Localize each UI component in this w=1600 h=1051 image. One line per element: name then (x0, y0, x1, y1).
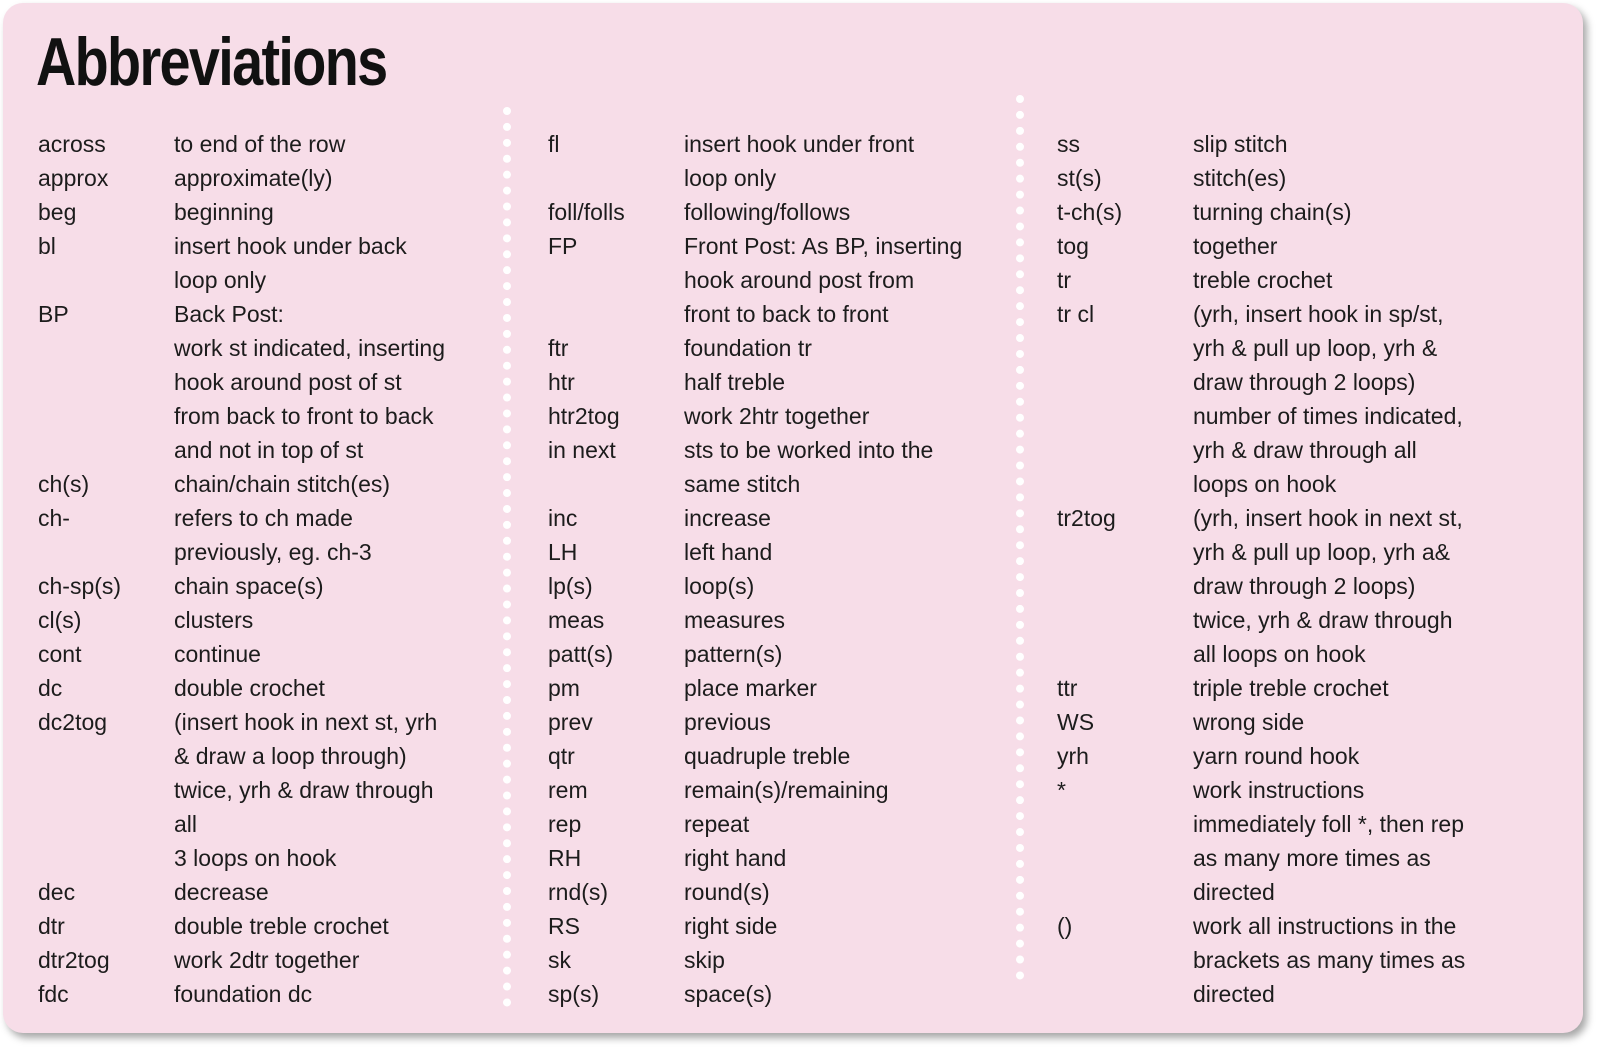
abbreviation-term: rem (548, 777, 588, 803)
abbreviation-term: WS (1057, 709, 1095, 735)
abbreviation-definition: pattern(s) (684, 641, 783, 667)
abbreviation-definition: 3 loops on hook (174, 845, 337, 871)
abbreviation-definition: clusters (174, 607, 254, 633)
abbreviation-definition: to end of the row (174, 131, 346, 157)
abbreviation-term: BP (38, 301, 69, 327)
abbreviation-definition: (yrh, insert hook in next st, (1193, 505, 1463, 531)
dotted-divider (503, 107, 511, 1007)
abbreviation-term: foll/folls (548, 199, 625, 225)
abbreviations-card (3, 3, 1583, 1033)
abbreviation-term: cont (38, 641, 82, 667)
abbreviation-term: qtr (548, 743, 575, 769)
abbreviation-definition: approximate(ly) (174, 165, 333, 191)
abbreviation-definition: previous (684, 709, 771, 735)
abbreviation-definition: space(s) (684, 981, 773, 1007)
abbreviation-term: approx (38, 165, 109, 191)
abbreviation-definition: beginning (174, 199, 274, 225)
abbreviation-term: in next (548, 437, 616, 463)
abbreviation-term: prev (548, 709, 593, 735)
abbreviation-term: beg (38, 199, 77, 225)
abbreviation-definition: & draw a loop through) (174, 743, 407, 769)
abbreviation-term: across (38, 131, 106, 157)
abbreviation-definition: hook around post from (684, 267, 915, 293)
abbreviation-definition: wrong side (1193, 709, 1305, 735)
abbreviation-definition: all (174, 811, 198, 837)
abbreviation-definition: brackets as many times as (1193, 947, 1466, 973)
abbreviation-definition: foundation tr (684, 335, 812, 361)
abbreviation-definition: all loops on hook (1193, 641, 1366, 667)
abbreviation-definition: yrh & draw through all (1193, 437, 1417, 463)
abbreviation-term: rep (548, 811, 582, 837)
abbreviation-term: cl(s) (38, 607, 82, 633)
abbreviation-term: bl (38, 233, 56, 259)
abbreviation-definition: draw through 2 loops) (1193, 369, 1416, 395)
abbreviation-term: * (1057, 777, 1066, 803)
abbreviation-term: fl (548, 131, 560, 157)
abbreviation-definition: repeat (684, 811, 750, 837)
abbreviation-term: t-ch(s) (1057, 199, 1123, 225)
abbreviation-definition: following/follows (684, 199, 851, 225)
abbreviation-term: yrh (1057, 743, 1089, 769)
abbreviation-term: dc (38, 675, 63, 701)
abbreviation-definition: (yrh, insert hook in sp/st, (1193, 301, 1444, 327)
abbreviation-term: dec (38, 879, 76, 905)
abbreviation-definition: Back Post: (174, 301, 284, 327)
abbreviation-definition: decrease (174, 879, 269, 905)
abbreviation-definition: triple treble crochet (1193, 675, 1389, 701)
abbreviation-definition: work all instructions in the (1193, 913, 1457, 939)
abbreviation-definition: insert hook under back (174, 233, 407, 259)
abbreviation-term: tr2tog (1057, 505, 1116, 531)
abbreviation-definition: chain/chain stitch(es) (174, 471, 391, 497)
abbreviation-definition: work instructions (1193, 777, 1365, 803)
abbreviation-definition: and not in top of st (174, 437, 364, 463)
abbreviation-term: rnd(s) (548, 879, 609, 905)
page-title: Abbreviations (36, 24, 387, 100)
abbreviation-term: ch(s) (38, 471, 90, 497)
abbreviation-definition: chain space(s) (174, 573, 324, 599)
abbreviation-definition: right hand (684, 845, 787, 871)
abbreviation-definition: work 2htr together (684, 403, 870, 429)
abbreviation-term: sp(s) (548, 981, 600, 1007)
abbreviation-definition: round(s) (684, 879, 770, 905)
abbreviation-definition: (insert hook in next st, yrh (174, 709, 438, 735)
abbreviation-term: tr cl (1057, 301, 1095, 327)
abbreviation-term: fdc (38, 981, 69, 1007)
abbreviation-definition: loop only (684, 165, 777, 191)
abbreviation-definition: yrh & pull up loop, yrh & (1193, 335, 1438, 361)
abbreviation-definition: twice, yrh & draw through (1193, 607, 1453, 633)
abbreviation-term: inc (548, 505, 578, 531)
abbreviation-definition: treble crochet (1193, 267, 1333, 293)
abbreviation-definition: twice, yrh & draw through (174, 777, 434, 803)
abbreviation-term: tr (1057, 267, 1072, 293)
abbreviation-definition: number of times indicated, (1193, 403, 1463, 429)
abbreviation-definition: previously, eg. ch-3 (174, 539, 372, 565)
abbreviation-term: meas (548, 607, 605, 633)
abbreviation-definition: hook around post of st (174, 369, 402, 395)
abbreviation-term: RS (548, 913, 580, 939)
abbreviation-term: lp(s) (548, 573, 593, 599)
abbreviation-definition: slip stitch (1193, 131, 1288, 157)
abbreviation-definition: work st indicated, inserting (174, 335, 446, 361)
abbreviation-definition: right side (684, 913, 778, 939)
abbreviation-definition: double treble crochet (174, 913, 389, 939)
abbreviation-definition: left hand (684, 539, 773, 565)
abbreviation-definition: insert hook under front (684, 131, 915, 157)
abbreviation-definition: half treble (684, 369, 786, 395)
abbreviation-definition: same stitch (684, 471, 801, 497)
abbreviation-definition: place marker (684, 675, 817, 701)
abbreviation-definition: loop(s) (684, 573, 755, 599)
abbreviation-definition: yarn round hook (1193, 743, 1360, 769)
abbreviation-term: pm (548, 675, 580, 701)
abbreviation-term: LH (548, 539, 578, 565)
abbreviation-definition: stitch(es) (1193, 165, 1287, 191)
abbreviation-definition: front to back to front (684, 301, 889, 327)
abbreviation-definition: together (1193, 233, 1278, 259)
abbreviation-definition: directed (1193, 981, 1275, 1007)
abbreviation-term: () (1057, 913, 1073, 939)
abbreviation-term: tog (1057, 233, 1089, 259)
abbreviation-term: ss (1057, 131, 1080, 157)
abbreviation-definition: skip (684, 947, 725, 973)
abbreviation-term: sk (548, 947, 571, 973)
abbreviation-term: ttr (1057, 675, 1078, 701)
abbreviation-term: htr2tog (548, 403, 620, 429)
abbreviation-definition: as many more times as (1193, 845, 1431, 871)
abbreviation-definition: directed (1193, 879, 1275, 905)
abbreviation-definition: work 2dtr together (174, 947, 360, 973)
abbreviation-definition: loops on hook (1193, 471, 1337, 497)
abbreviation-term: patt(s) (548, 641, 614, 667)
abbreviation-definition: increase (684, 505, 771, 531)
abbreviation-term: ch- (38, 505, 70, 531)
abbreviation-definition: from back to front to back (174, 403, 434, 429)
dotted-divider (1016, 95, 1024, 980)
abbreviation-term: ftr (548, 335, 569, 361)
abbreviation-definition: immediately foll *, then rep (1193, 811, 1465, 837)
abbreviation-term: ch-sp(s) (38, 573, 122, 599)
abbreviation-term: RH (548, 845, 582, 871)
abbreviation-definition: sts to be worked into the (684, 437, 934, 463)
abbreviation-definition: Front Post: As BP, inserting (684, 233, 963, 259)
abbreviation-definition: refers to ch made (174, 505, 353, 531)
abbreviation-definition: foundation dc (174, 981, 313, 1007)
abbreviation-term: FP (548, 233, 578, 259)
abbreviation-term: dc2tog (38, 709, 108, 735)
abbreviation-definition: quadruple treble (684, 743, 851, 769)
abbreviation-definition: yrh & pull up loop, yrh a& (1193, 539, 1450, 565)
abbreviation-definition: continue (174, 641, 261, 667)
abbreviation-definition: remain(s)/remaining (684, 777, 889, 803)
abbreviation-definition: measures (684, 607, 785, 633)
abbreviation-definition: draw through 2 loops) (1193, 573, 1416, 599)
abbreviation-definition: turning chain(s) (1193, 199, 1352, 225)
abbreviation-term: st(s) (1057, 165, 1102, 191)
abbreviation-term: dtr2tog (38, 947, 110, 973)
abbreviation-term: htr (548, 369, 575, 395)
abbreviation-definition: loop only (174, 267, 267, 293)
abbreviation-definition: double crochet (174, 675, 325, 701)
abbreviation-term: dtr (38, 913, 65, 939)
